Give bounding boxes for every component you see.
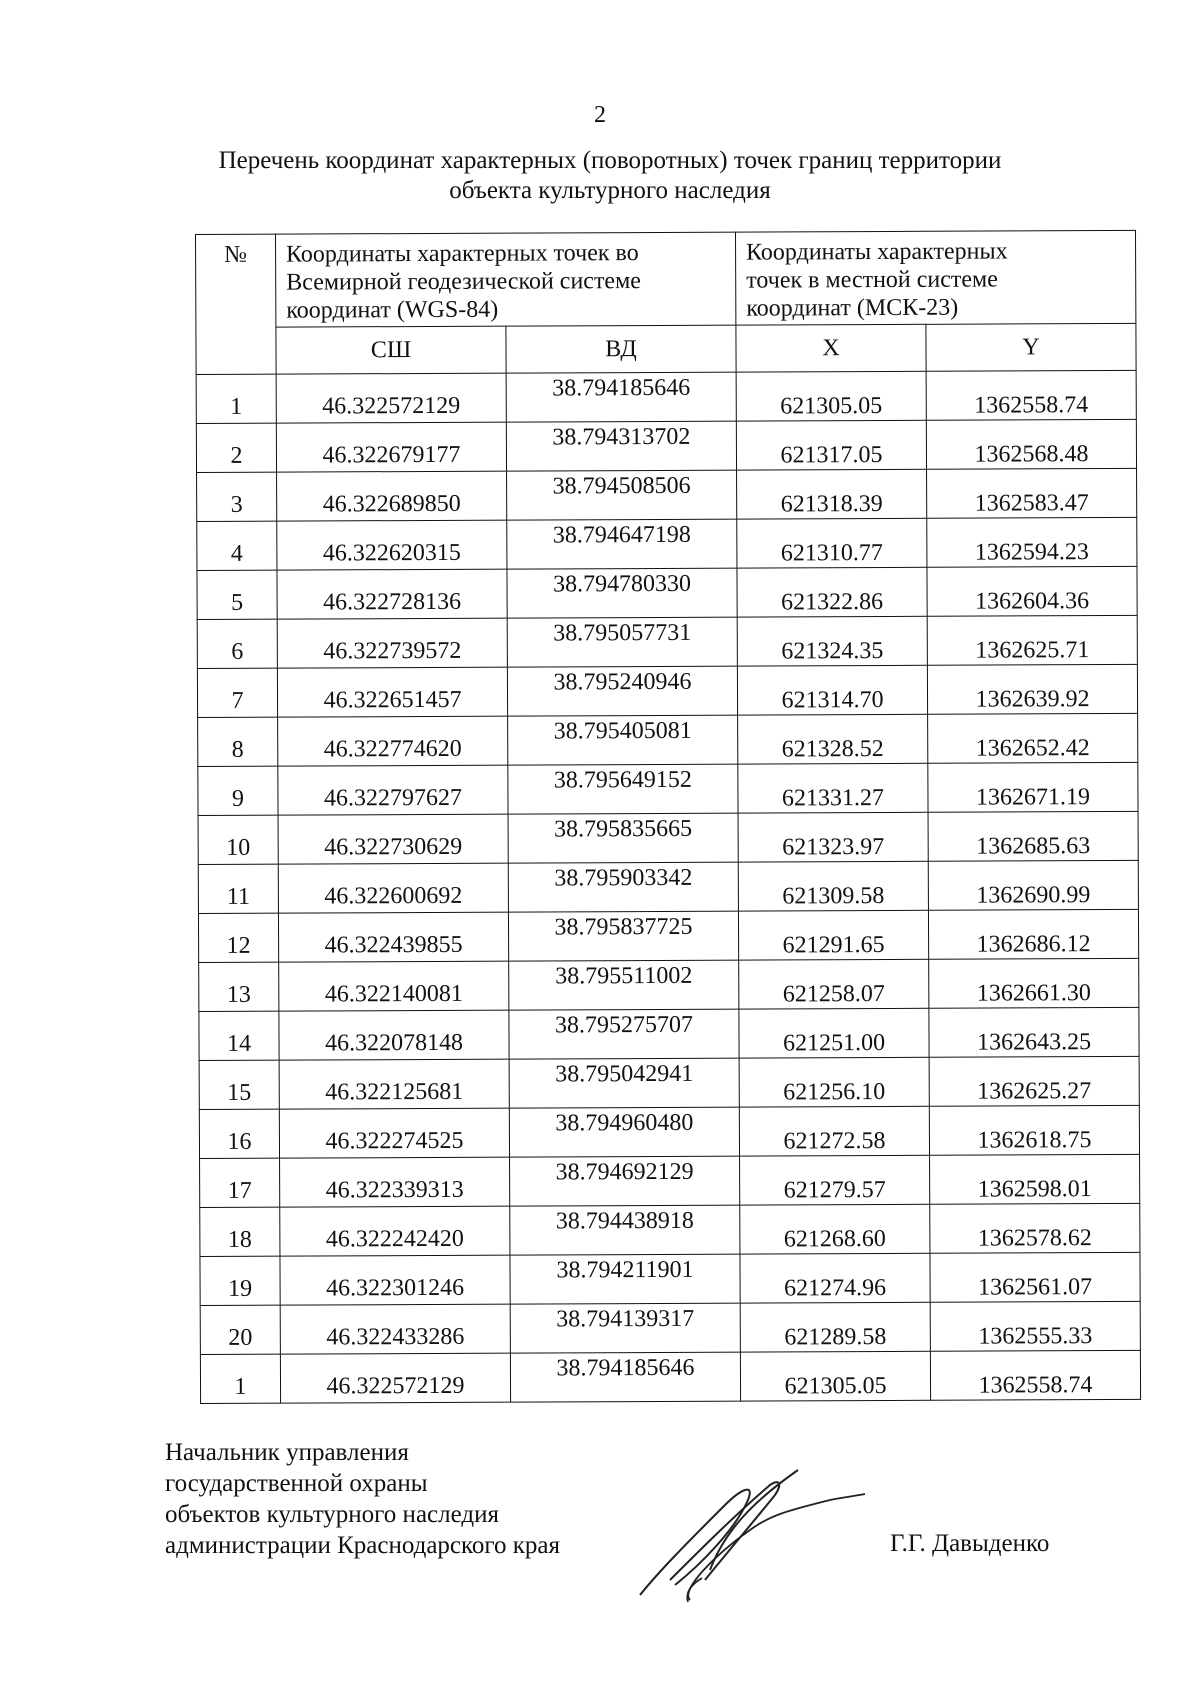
signatory-title [165,1437,665,1561]
y-coordinate-cell: 1362583.47 [927,468,1137,518]
header-wgs84-line1: Координаты характерных точек во [286,240,639,268]
y-coordinate-cell: 1362555.33 [930,1301,1140,1351]
header-wgs84-line2: Всемирной геодезической системе [286,268,641,296]
y-coordinate-cell: 1362661.30 [929,958,1139,1008]
signatory-name: Г.Г. Давыденко [890,1530,1050,1557]
latitude-cell: 46.322439855 [278,912,508,962]
table-row [196,419,1136,472]
signatory-line-4: администрации Краснодарского края [165,1532,561,1559]
x-coordinate-cell: 621328.52 [738,714,928,764]
x-coordinate-cell: 621268.60 [740,1204,930,1254]
point-number-cell: 5 [197,570,277,619]
x-coordinate-cell: 621318.39 [737,469,927,519]
table-header-row [196,230,1136,327]
longitude-cell: 38.794647198 [507,519,737,569]
x-coordinate-cell: 621322.86 [737,567,927,617]
x-coordinate-cell: 621258.07 [739,959,929,1009]
subheader-latitude: СШ [276,326,506,374]
x-coordinate-cell: 621289.58 [740,1302,930,1352]
table-row [198,860,1138,913]
table-row [198,909,1138,962]
latitude-cell: 46.322274525 [279,1108,509,1158]
y-coordinate-cell: 1362618.75 [929,1105,1139,1155]
latitude-cell: 46.322728136 [277,569,507,619]
header-msk23-line3: координат (МСК-23) [746,294,959,322]
point-number-cell: 1 [196,374,276,423]
y-coordinate-cell: 1362561.07 [930,1252,1140,1302]
signatory-line-2: государственной охраны [165,1470,428,1497]
latitude-cell: 46.322433286 [280,1304,510,1354]
table-row [198,713,1138,766]
longitude-cell: 38.795903342 [508,862,738,912]
point-number-cell: 13 [199,962,279,1011]
longitude-cell: 38.795511002 [509,960,739,1010]
point-number-cell: 20 [200,1305,280,1354]
latitude-cell: 46.322774620 [278,716,508,766]
latitude-cell: 46.322572129 [280,1353,510,1403]
table-row [200,1301,1140,1354]
point-number-cell: 8 [198,717,278,766]
y-coordinate-cell: 1362652.42 [928,713,1138,763]
latitude-cell: 46.322140081 [279,961,509,1011]
header-wgs84-line3: координат (WGS-84) [286,296,499,324]
x-coordinate-cell: 621314.70 [737,665,927,715]
table-row [200,1350,1140,1403]
x-coordinate-cell: 621324.35 [737,616,927,666]
table-row [197,468,1137,521]
y-coordinate-cell: 1362685.63 [928,811,1138,861]
y-coordinate-cell: 1362625.71 [927,615,1137,665]
title-line-2: объекта культурного наследия [449,177,771,204]
point-number-cell: 11 [198,864,278,913]
table-row [197,566,1137,619]
latitude-cell: 46.322301246 [280,1255,510,1305]
y-coordinate-cell: 1362558.74 [926,370,1136,420]
title-line-1: Перечень координат характерных (поворотных) точек границ территории [218,147,1002,174]
y-coordinate-cell: 1362598.01 [930,1154,1140,1204]
point-number-cell: 15 [199,1060,279,1109]
point-number-cell: 14 [199,1011,279,1060]
longitude-cell: 38.795837725 [508,911,738,961]
header-wgs84 [276,232,736,327]
handwritten-signature [630,1460,870,1610]
longitude-cell: 38.794313702 [506,421,736,471]
table-row [199,1007,1139,1060]
longitude-cell: 38.795275707 [509,1009,739,1059]
y-coordinate-cell: 1362578.62 [930,1203,1140,1253]
x-coordinate-cell: 621251.00 [739,1008,929,1058]
table-row [200,1203,1140,1256]
latitude-cell: 46.322689850 [277,471,507,521]
table-row [199,1056,1139,1109]
point-number-cell: 6 [197,619,277,668]
table-row [197,664,1137,717]
point-number-cell: 1 [200,1354,280,1403]
document-title [150,146,1070,206]
table-row [200,1154,1140,1207]
point-number-cell: 2 [196,423,276,472]
latitude-cell: 46.322730629 [278,814,508,864]
table-row [196,370,1136,423]
point-number-cell: 18 [200,1207,280,1256]
coordinates-table [195,230,1141,1404]
longitude-cell: 38.794780330 [507,568,737,618]
y-coordinate-cell: 1362594.23 [927,517,1137,567]
longitude-cell: 38.794692129 [510,1156,740,1206]
latitude-cell: 46.322739572 [277,618,507,668]
point-number-cell: 7 [197,668,277,717]
longitude-cell: 38.794960480 [509,1107,739,1157]
table-row [197,615,1137,668]
table-subheader-row [196,323,1136,374]
header-number: № [196,234,277,374]
longitude-cell: 38.794438918 [510,1205,740,1255]
longitude-cell: 38.794211901 [510,1254,740,1304]
y-coordinate-cell: 1362671.19 [928,762,1138,812]
latitude-cell: 46.322797627 [278,765,508,815]
longitude-cell: 38.794185646 [506,372,736,422]
x-coordinate-cell: 621274.96 [740,1253,930,1303]
table-row [197,517,1137,570]
x-coordinate-cell: 621305.05 [736,371,926,421]
point-number-cell: 16 [199,1109,279,1158]
x-coordinate-cell: 621279.57 [740,1155,930,1205]
latitude-cell: 46.322600692 [278,863,508,913]
x-coordinate-cell: 621310.77 [737,518,927,568]
point-number-cell: 12 [198,913,278,962]
table-row [200,1252,1140,1305]
y-coordinate-cell: 1362625.27 [929,1056,1139,1106]
x-coordinate-cell: 621323.97 [738,812,928,862]
y-coordinate-cell: 1362558.74 [930,1350,1140,1400]
x-coordinate-cell: 621331.27 [738,763,928,813]
table-body [196,370,1140,1403]
signatory-line-1: Начальник управления [165,1439,409,1466]
longitude-cell: 38.795405081 [508,715,738,765]
y-coordinate-cell: 1362639.92 [927,664,1137,714]
table-row [198,762,1138,815]
y-coordinate-cell: 1362643.25 [929,1007,1139,1057]
y-coordinate-cell: 1362690.99 [928,860,1138,910]
longitude-cell: 38.794139317 [510,1303,740,1353]
x-coordinate-cell: 621291.65 [738,910,928,960]
longitude-cell: 38.795649152 [508,764,738,814]
point-number-cell: 9 [198,766,278,815]
longitude-cell: 38.795240946 [507,666,737,716]
x-coordinate-cell: 621317.05 [736,420,926,470]
point-number-cell: 4 [197,521,277,570]
table-row [199,1105,1139,1158]
x-coordinate-cell: 621256.10 [739,1057,929,1107]
table-row [199,958,1139,1011]
latitude-cell: 46.322572129 [276,373,506,423]
page-number: 2 [594,102,606,128]
y-coordinate-cell: 1362568.48 [926,419,1136,469]
subheader-y: Y [926,323,1136,371]
longitude-cell: 38.795057731 [507,617,737,667]
header-msk23-line2: точек в местной системе [746,266,998,294]
longitude-cell: 38.794508506 [507,470,737,520]
longitude-cell: 38.794185646 [510,1352,740,1402]
point-number-cell: 19 [200,1256,280,1305]
point-number-cell: 3 [197,472,277,521]
header-msk23-line1: Координаты характерных [746,238,1008,266]
latitude-cell: 46.322651457 [277,667,507,717]
latitude-cell: 46.322125681 [279,1059,509,1109]
latitude-cell: 46.322620315 [277,520,507,570]
x-coordinate-cell: 621305.05 [740,1351,930,1401]
table-row [198,811,1138,864]
latitude-cell: 46.322339313 [280,1157,510,1207]
signatory-line-3: объектов культурного наследия [165,1501,499,1528]
longitude-cell: 38.795835665 [508,813,738,863]
point-number-cell: 17 [200,1158,280,1207]
point-number-cell: 10 [198,815,278,864]
y-coordinate-cell: 1362686.12 [928,909,1138,959]
subheader-x: X [736,324,926,372]
x-coordinate-cell: 621272.58 [739,1106,929,1156]
longitude-cell: 38.795042941 [509,1058,739,1108]
y-coordinate-cell: 1362604.36 [927,566,1137,616]
latitude-cell: 46.322078148 [279,1010,509,1060]
x-coordinate-cell: 621309.58 [738,861,928,911]
header-msk23 [735,230,1135,325]
latitude-cell: 46.322242420 [280,1206,510,1256]
subheader-longitude: ВД [506,325,736,373]
latitude-cell: 46.322679177 [276,422,506,472]
